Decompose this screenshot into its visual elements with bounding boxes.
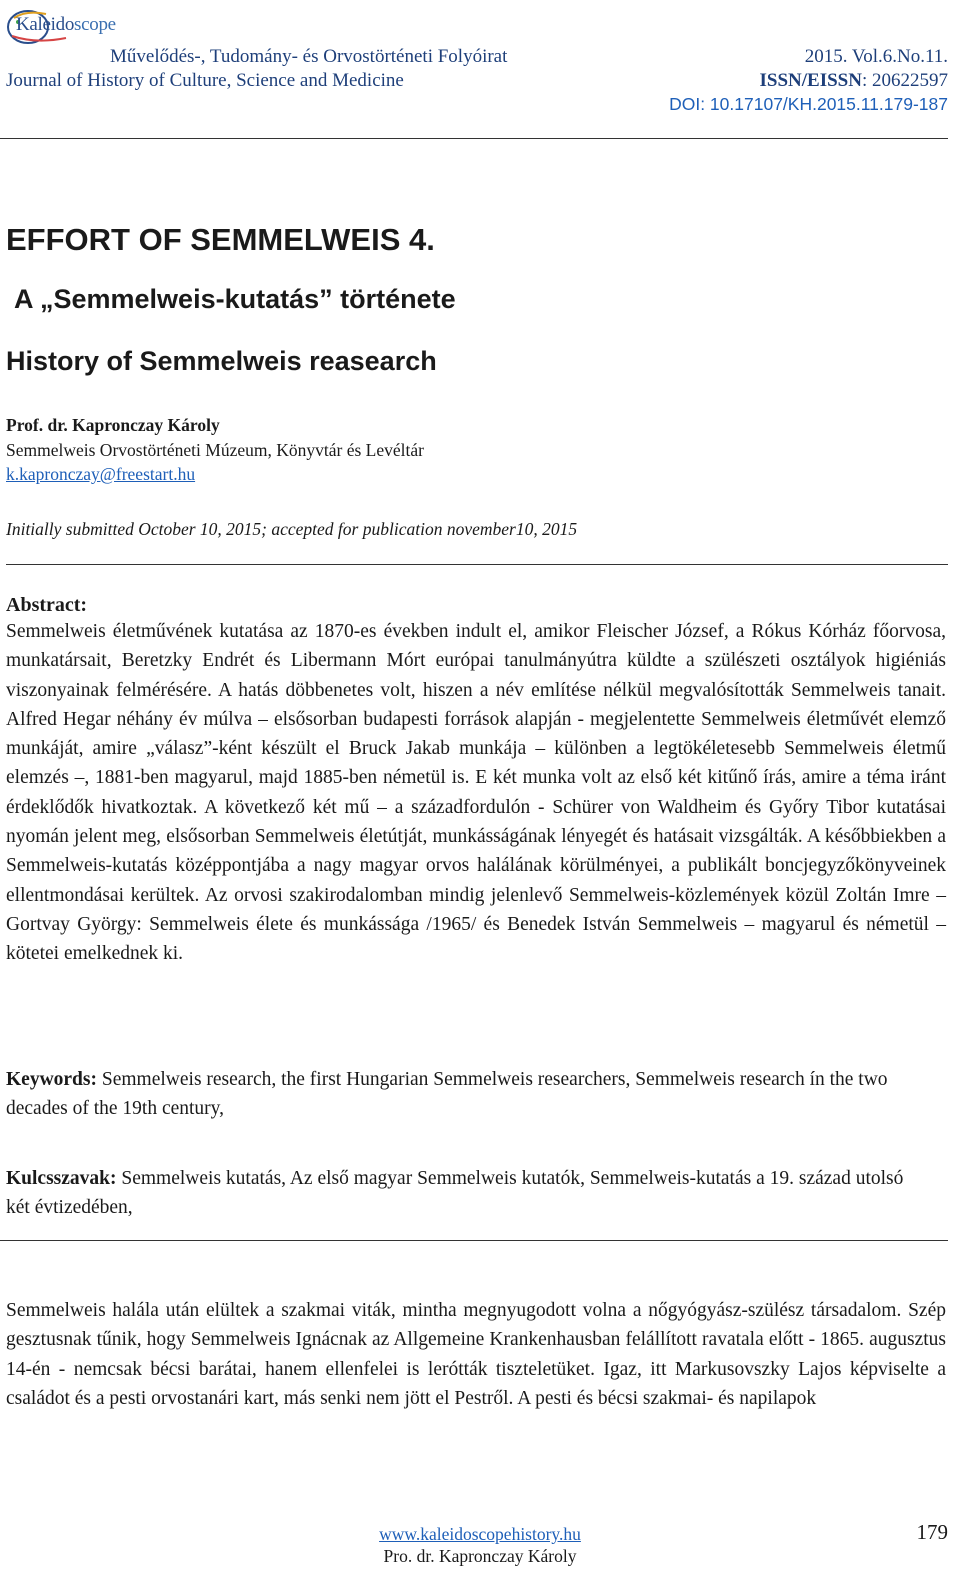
issn-value: : 20622597: [861, 70, 948, 91]
volume-info: 2015. Vol.6.No.11.: [804, 46, 948, 67]
header-divider: [0, 138, 948, 139]
body-divider: [0, 1240, 948, 1241]
keywords-label: Keywords:: [6, 1069, 97, 1090]
website-link[interactable]: www.kaleidoscopehistory.hu: [379, 1524, 581, 1544]
abstract-text: Semmelweis életművének kutatása az 1870-es években indult el, amikor Fleischer József, a Rókus Kórház főorvosa, munkatársait, Beretzky Endrét és Libermann Mórt európai tanulmányútra küldte a szülészeti osztályok higiéniás viszonyainak felmérésére. A hatás döbbenetes volt, hiszen a név említése nélkül megvalósították Semmelweis tanait. Alfred Hegar néhány év múlva – elsősorban budapesti források alapján - megjelentette Semmelweis életművét elemző munkáját, amire „válasz”-ként készült el Bruck Jakab munkája – különben a legtökéletesebb Semmelweis életmű elemzés –, 1881-ben magyarul, majd 1885-ben németül is. E két munka volt az első két kitűnő írás, amire a téma iránt érdeklődők hivatkoztak. A következő két mű – a századfordulón - Schürer von Waldheim és Győry Tibor kutatásai nyomán jelent meg, elsősorban Semmelweis életútját, munkásságának lényegét és hatásait vizsgálták. A későbbiekben a Semmelweis-kutatás középpontjába a nagy magyar orvos halálának körülményei, a publikált boncjegyzőkönyveinek ellentmondásai kerültek. Az orvosi szakirodalomban mindig jelenlevő Semmelweis-közlemények közül Zoltán Imre – Gortvay György: Semmelweis élete és munkássága /1965/ és Benedek István Semmelweis – magyarul és németül – kötetei emelkednek ki.: [6, 621, 946, 965]
kulcsszavak-label: Kulcsszavak:: [6, 1168, 117, 1189]
page-number: 179: [916, 1520, 948, 1544]
journal-name-hungarian: Művelődés-, Tudomány- és Orvostörténeti Folyóirat: [110, 46, 508, 67]
keywords: [6, 1065, 946, 1123]
body-paragraph: Semmelweis halála után elültek a szakmai viták, mintha megnyugodott volna a nőgyógyász-szülész társadalom. Szép gesztusnak tűnik, hogy Semmelweis Ignácnak az Allgemeine Krankenhausban felállított ravatala előtt - 1865. augusztus 14-én - nemcsak bécsi barátai, hanem ellenfelei is lerótták tiszteletüket. Igaz, itt Markusovszky Lajos képviselte a családot és a pesti orvostanári kart, más senki nem jött el Pestről. A pesti és bécsi szakmai- és napilapok: [6, 1300, 946, 1409]
issn-info: [760, 70, 948, 92]
author-affiliation: Semmelweis Orvostörténeti Múzeum, Könyvtár és Levéltár: [6, 440, 424, 460]
issn-label: ISSN/EISSN: [759, 70, 862, 91]
article-title-main: EFFORT OF SEMMELWEIS 4.: [6, 222, 435, 257]
logo-word-main: Kaleido: [16, 14, 75, 35]
logo-word-scope: scope: [74, 14, 116, 35]
abstract-heading: Abstract:: [6, 594, 88, 616]
doi-link[interactable]: DOI: 10.17107/KH.2015.11.179-187: [669, 94, 948, 114]
abstract-divider: [6, 564, 948, 565]
author-email-link[interactable]: k.kapronczay@freestart.hu: [6, 464, 196, 484]
article-title-english: History of Semmelweis reasearch: [6, 346, 437, 376]
journal-name-english: Journal of History of Culture, Science and Medicine: [6, 70, 404, 91]
keywords-text: Semmelweis research, the first Hungarian Semmelweis researchers, Semmelweis research ín the two decades of the 19th century,: [6, 1069, 888, 1119]
kulcsszavak: [6, 1164, 906, 1222]
kulcsszavak-text: Semmelweis kutatás, Az első magyar Semmelweis kutatók, Semmelweis-kutatás a 19. század utolsó két évtizedében,: [6, 1168, 904, 1218]
logo-wordmark: [16, 14, 116, 36]
submission-dates: Initially submitted October 10, 2015; accepted for publication november10, 2015: [6, 519, 578, 539]
author-name: Prof. dr. Kapronczay Károly: [6, 415, 220, 435]
article-title-hungarian: A „Semmelweis-kutatás” története: [14, 284, 456, 314]
footer-author: Pro. dr. Kapronczay Károly: [383, 1546, 577, 1566]
